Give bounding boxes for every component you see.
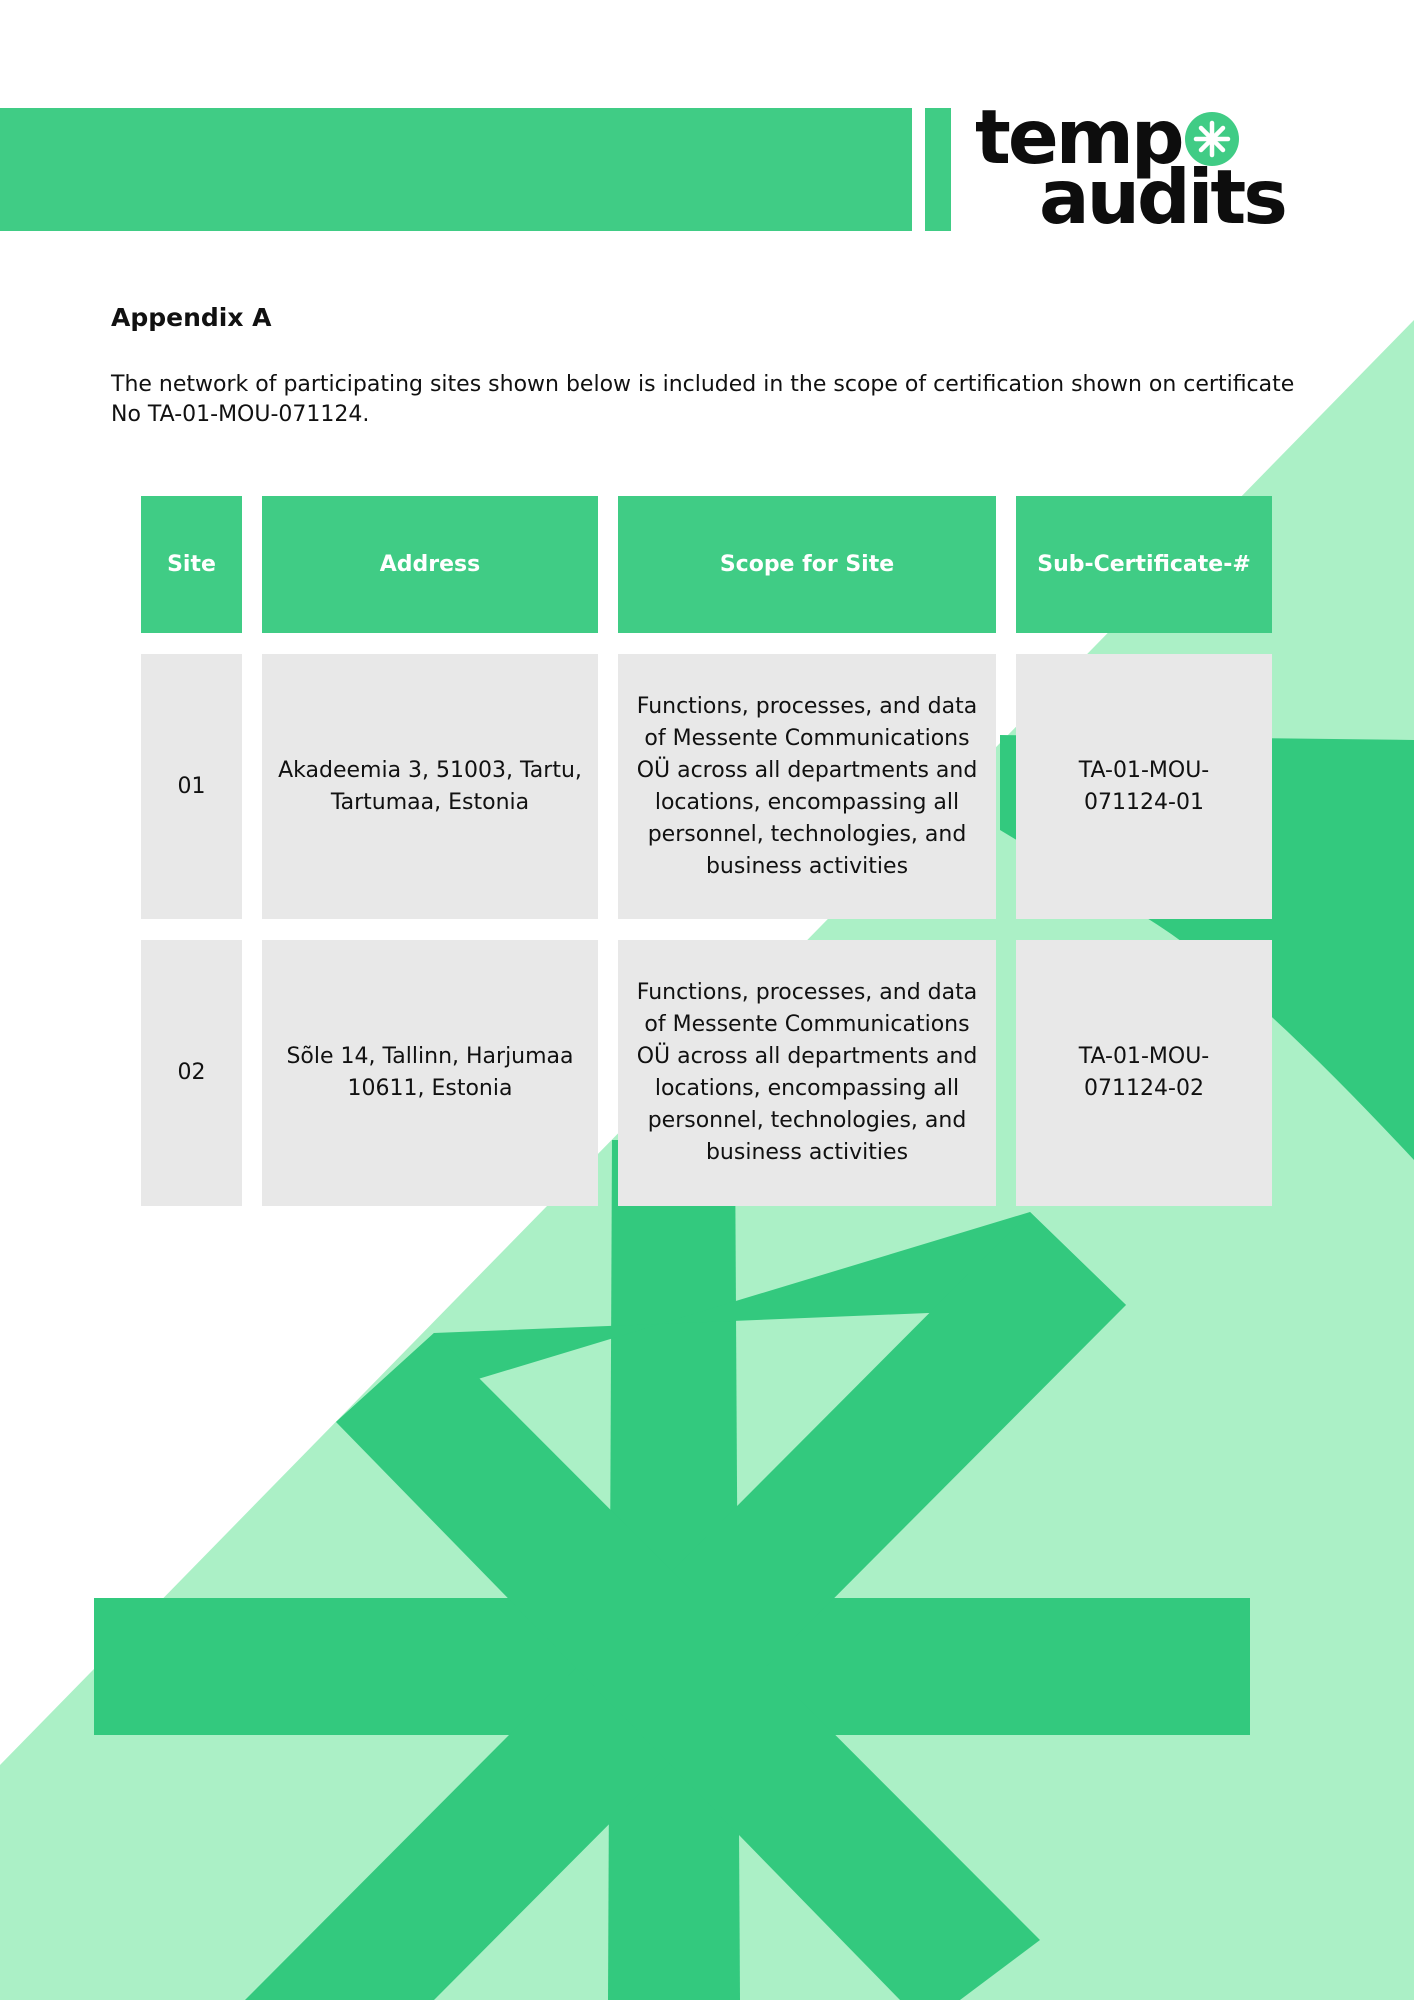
- table-row-2-scope: Functions, processes, and data of Messente Communications OÜ across all departments and locations, encompassing all personnel, technologies, and business activities: [618, 940, 996, 1206]
- appendix-title: Appendix A: [111, 303, 272, 332]
- table-row-2-address: Sõle 14, Tallinn, Harjumaa 10611, Estonia: [262, 940, 598, 1206]
- table-row-1-site: 01: [141, 654, 242, 919]
- header-address: Address: [262, 496, 598, 633]
- table-row-2-site: 02: [141, 940, 242, 1206]
- table-row-1-address: Akadeemia 3, 51003, Tartu, Tartumaa, Estonia: [262, 654, 598, 919]
- table-row-1-subcert: TA-01-MOU-071124-01: [1016, 654, 1272, 919]
- table-row-1-scope: Functions, processes, and data of Messente Communications OÜ across all departments and locations, encompassing all personnel, technologies, and business activities: [618, 654, 996, 919]
- header-scope: Scope for Site: [618, 496, 996, 633]
- intro-paragraph: The network of participating sites shown below is included in the scope of certification shown on certificate No TA-01-MOU-071124.: [111, 372, 1295, 427]
- header-site: Site: [141, 496, 242, 633]
- header-bar-accent: [925, 108, 951, 231]
- header-subcert: Sub-Certificate-#: [1016, 496, 1272, 633]
- header-bar: [0, 108, 912, 231]
- logo-text-line2: audits: [1039, 153, 1285, 241]
- tempo-audits-logo: [975, 93, 1295, 241]
- table-row-2-subcert: TA-01-MOU-071124-02: [1016, 940, 1272, 1206]
- logo-text-line1: temp: [975, 93, 1182, 181]
